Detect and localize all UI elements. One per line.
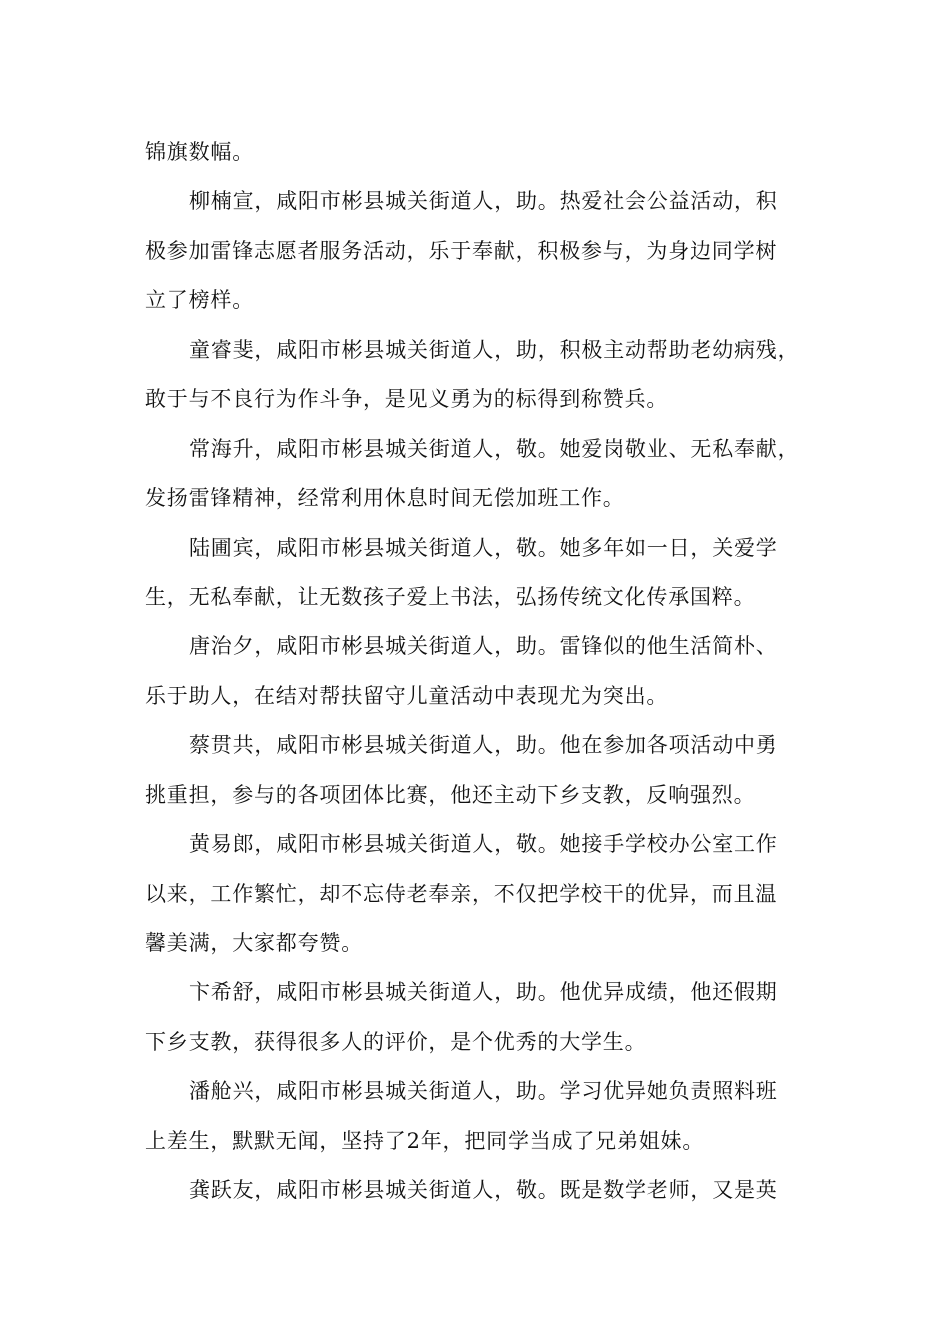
paragraph-start: 蔡贯共，咸阳市彬县城关街道人，助。他在参加各项活动中勇 — [189, 733, 778, 758]
text-line: 下乡支教，获得很多人的评价，是个优秀的大学生。 — [145, 1029, 647, 1054]
paragraph-start: 龚跃友，咸阳市彬县城关街道人，敬。既是数学老师，又是英 — [189, 1178, 778, 1203]
text-line: 立了榜样。 — [145, 288, 254, 313]
paragraph-start: 童睿斐，咸阳市彬县城关街道人，助，积极主动帮助老幼病残， — [189, 337, 800, 362]
document-body — [145, 128, 805, 1216]
paragraph-start: 柳楠宣，咸阳市彬县城关街道人，助。热爱社会公益活动，积 — [189, 189, 778, 214]
text-line: 以来，工作繁忙，却不忘侍老奉亲，不仅把学校干的优异，而且温 — [145, 881, 778, 906]
paragraph-start: 卞希舒，咸阳市彬县城关街道人，助。他优异成绩，他还假期 — [189, 980, 778, 1005]
text-line: 馨美满，大家都夸赞。 — [145, 931, 363, 955]
text-line: 敢于与不良行为作斗争，是见义勇为的标得到称赞兵。 — [145, 387, 669, 412]
paragraph-start: 黄易郎，咸阳市彬县城关街道人，敬。她接手学校办公室工作 — [189, 832, 778, 857]
text-line: 挑重担，参与的各项团体比赛，他还主动下乡支教，反响强烈。 — [145, 782, 756, 807]
text-line: 乐于助人，在结对帮扶留守儿童活动中表现尤为突出。 — [145, 683, 669, 708]
paragraph-start: 陆圃宾，咸阳市彬县城关街道人，敬。她多年如一日，关爱学 — [189, 535, 778, 560]
paragraph-start: 唐治夕，咸阳市彬县城关街道人，助。雷锋似的他生活简朴、 — [189, 634, 778, 659]
paragraph-start: 常海升，咸阳市彬县城关街道人，敬。她爱岗敬业、无私奉献， — [189, 436, 800, 461]
text-line: 极参加雷锋志愿者服务活动，乐于奉献，积极参与，为身边同学树 — [145, 238, 778, 263]
text-line: 上差生，默默无闻，坚持了2年，把同学当成了兄弟姐妹。 — [145, 1128, 705, 1153]
text-line: 锦旗数幅。 — [145, 140, 254, 164]
paragraph-start: 潘舱兴，咸阳市彬县城关街道人，助。学习优异她负责照料班 — [189, 1079, 778, 1104]
text-line: 生，无私奉献，让无数孩子爱上书法，弘扬传统文化传承国粹。 — [145, 584, 756, 609]
text-line: 发扬雷锋精神，经常利用休息时间无偿加班工作。 — [145, 486, 625, 511]
